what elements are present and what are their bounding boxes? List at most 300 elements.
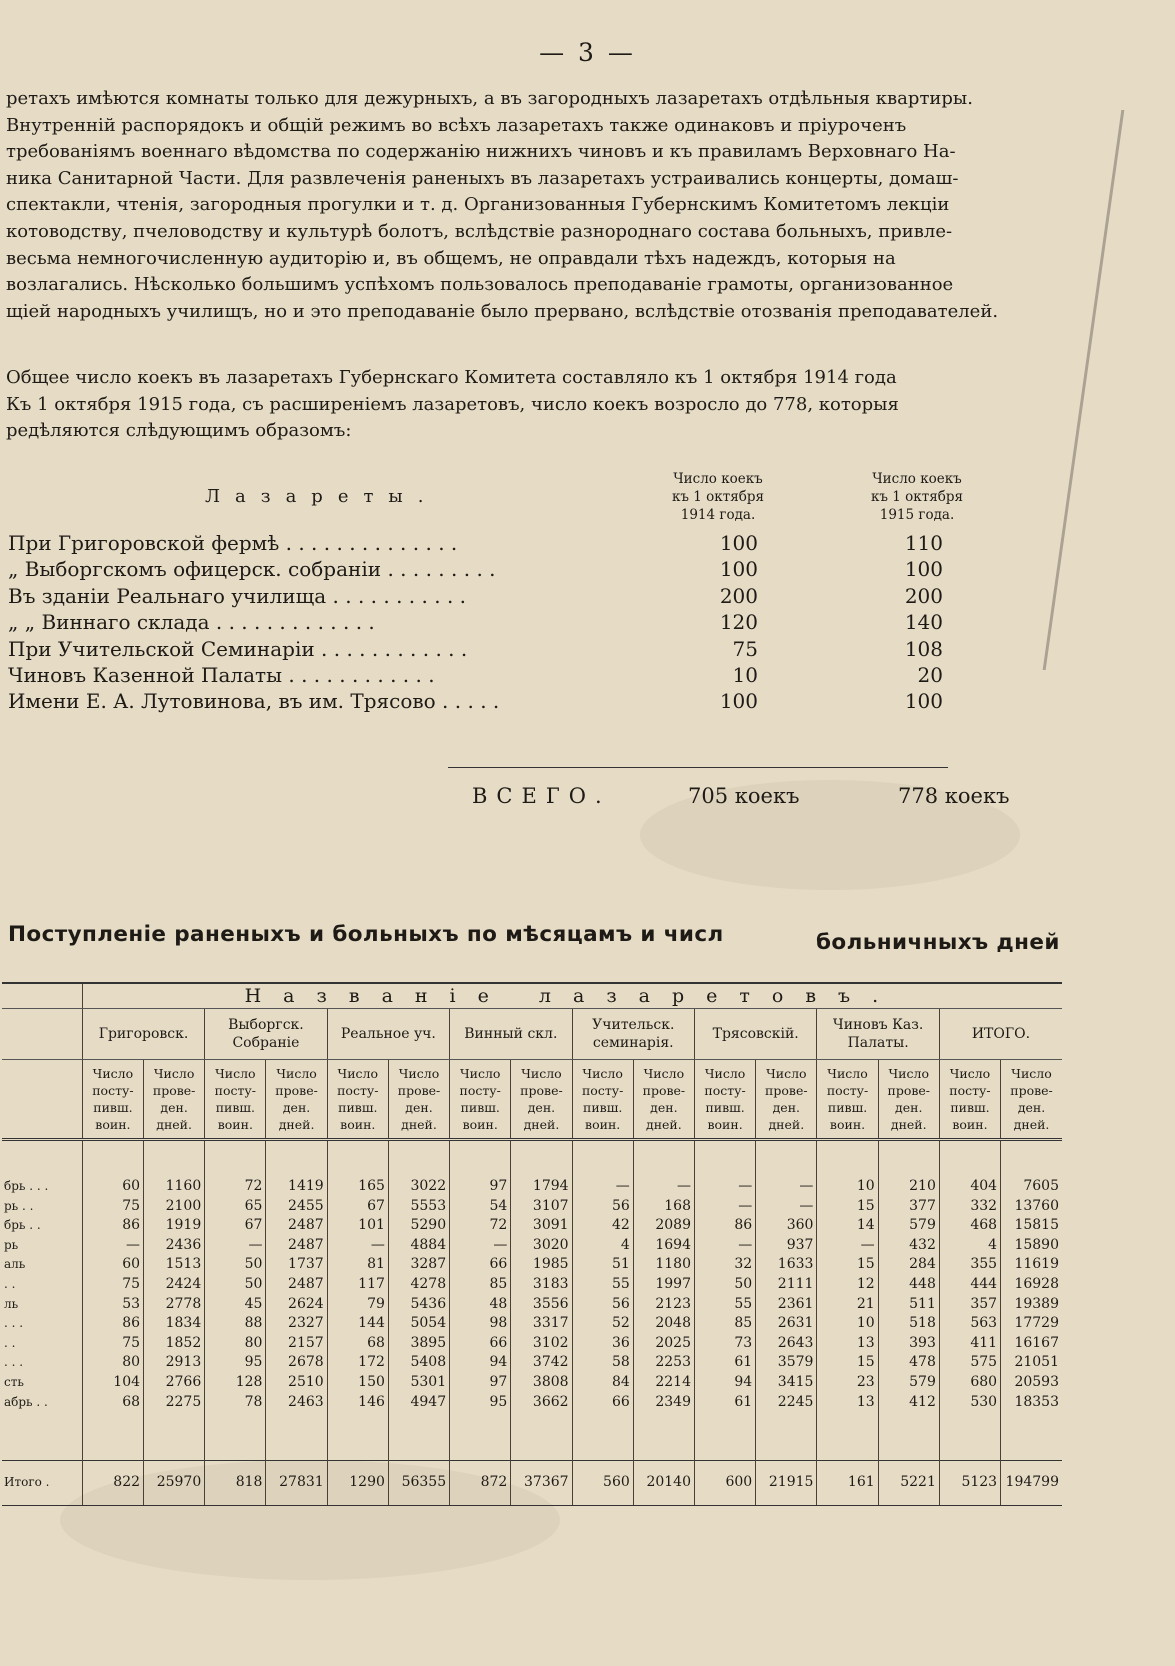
table-cell: 2766: [144, 1373, 205, 1393]
total-cell: 5123: [939, 1461, 1000, 1506]
beds-total-1914: 705 коекъ: [688, 784, 800, 808]
table-cell: 3020: [511, 1236, 572, 1256]
table-cell: 2913: [144, 1353, 205, 1373]
month-label: аль: [4, 1257, 26, 1272]
table-cell: 94: [694, 1373, 755, 1393]
table-cell: 284: [878, 1255, 939, 1275]
table-cell: 5436: [388, 1295, 449, 1315]
total-cell: 21915: [756, 1461, 817, 1506]
month-label: брь . . .: [4, 1179, 49, 1193]
table-cell: 2463: [266, 1393, 327, 1413]
table-cell: 2361: [756, 1295, 817, 1315]
table-cell: 7605: [1001, 1177, 1062, 1197]
table-cell: 94: [450, 1353, 511, 1373]
admitted-header: Число посту- пивш. воин.: [939, 1060, 1000, 1140]
table-cell: 79: [327, 1295, 388, 1315]
paragraph-bed-count: [6, 365, 1058, 445]
month-label: . . .: [4, 1355, 24, 1370]
table-cell: 2631: [756, 1314, 817, 1334]
infirmary-name: При Григоровской фермѣ . . . . . . . . . . . . . .: [8, 531, 458, 555]
infirmary-group-header: ИТОГО.: [939, 1009, 1062, 1060]
table-cell: 16167: [1001, 1334, 1062, 1354]
month-label: . .: [4, 1276, 16, 1291]
table-cell: 86: [82, 1314, 143, 1334]
table-cell: 1419: [266, 1177, 327, 1197]
beds-header-1914: Число коекъ къ 1 октября 1914 года.: [671, 471, 765, 523]
beds-1915: 100: [904, 557, 943, 582]
table-cell: 86: [82, 1216, 143, 1236]
infirmary-group-header: Выборгск. Собраніе: [205, 1009, 327, 1060]
admitted-header: Число посту- пивш. воин.: [450, 1060, 511, 1140]
table-cell: 97: [450, 1373, 511, 1393]
month-label: брь . .: [4, 1218, 41, 1233]
table-cell: 3022: [388, 1177, 449, 1197]
table-cell: 2436: [144, 1236, 205, 1256]
table-cell: 411: [939, 1334, 1000, 1354]
admitted-header: Число посту- пивш. воин.: [572, 1060, 633, 1140]
table-cell: 67: [327, 1197, 388, 1217]
table-cell: 168: [633, 1197, 694, 1217]
table-cell: —: [694, 1236, 755, 1256]
table-cell: 15: [817, 1353, 878, 1373]
table-cell: 17729: [1001, 1314, 1062, 1334]
table-cell: 61: [694, 1393, 755, 1413]
infirmary-name: Чиновъ Казенной Палаты . . . . . . . . . . . .: [8, 663, 435, 687]
text-line: ника Санитарной Части. Для развлеченія раненыхъ въ лазаретахъ устраивались концерты, домаш-: [6, 167, 959, 189]
table-cell: 563: [939, 1314, 1000, 1334]
table-cell: 2048: [633, 1314, 694, 1334]
beds-total-label: ВСЕГО.: [472, 784, 611, 808]
infirmary-name: Въ зданіи Реальнаго училища . . . . . . . . . . .: [8, 583, 467, 608]
total-cell: 872: [450, 1461, 511, 1506]
month-row: [2, 1236, 1062, 1256]
beds-1914: 10: [732, 663, 758, 687]
table-cell: 1997: [633, 1275, 694, 1295]
beds-1915: 110: [904, 531, 943, 555]
bed-row: [8, 610, 1008, 638]
table-cell: 3556: [511, 1295, 572, 1315]
table-cell: 5408: [388, 1353, 449, 1373]
table-cell: 357: [939, 1295, 1000, 1315]
table-cell: 355: [939, 1255, 1000, 1275]
month-row: [2, 1177, 1062, 1197]
table-cell: 468: [939, 1216, 1000, 1236]
table-cell: 5553: [388, 1197, 449, 1217]
table-cell: 3107: [511, 1197, 572, 1217]
table-cell: 88: [205, 1314, 266, 1334]
table-cell: 2025: [633, 1334, 694, 1354]
table-cell: 2678: [266, 1353, 327, 1373]
table-cell: 1794: [511, 1177, 572, 1197]
table-cell: 2275: [144, 1393, 205, 1413]
table-cell: 104: [82, 1373, 143, 1393]
table-cell: 60: [82, 1255, 143, 1275]
days-header: Число прове- ден. дней.: [633, 1060, 694, 1140]
table-cell: 75: [82, 1334, 143, 1354]
table-cell: 2487: [266, 1236, 327, 1256]
text-line: Общее число коекъ въ лазаретахъ Губернскаго Комитета составляло къ 1 октября 1914 года: [6, 367, 897, 388]
text-line: ретахъ имѣются комнаты только для дежурныхъ, а въ загородныхъ лазаретахъ отдѣльныя квартиры.: [6, 88, 973, 109]
table-cell: 3287: [388, 1255, 449, 1275]
table-cell: 3579: [756, 1353, 817, 1373]
total-cell: 822: [82, 1461, 143, 1506]
total-cell: 20140: [633, 1461, 694, 1506]
table-cell: 1513: [144, 1255, 205, 1275]
table-cell: 5290: [388, 1216, 449, 1236]
beds-1914: 200: [719, 583, 758, 608]
table-cell: 36: [572, 1334, 633, 1354]
beds-header-1915: Число коекъ къ 1 октября 1915 года.: [870, 471, 964, 523]
infirmary-name: При Учительской Семинаріи . . . . . . . . . . . .: [8, 636, 468, 661]
table-cell: 42: [572, 1216, 633, 1236]
table-cell: 13: [817, 1334, 878, 1354]
table-cell: 53: [82, 1295, 143, 1315]
month-row: [2, 1314, 1062, 1334]
table-cell: 66: [572, 1393, 633, 1413]
infirmary-group-header: Винный скл.: [450, 1009, 572, 1060]
total-cell: 25970: [144, 1461, 205, 1506]
text-line: Внутренній распорядокъ и общій режимъ во всѣхъ лазаретахъ также одинаковъ и пріуроченъ: [6, 114, 907, 136]
table-cell: 478: [878, 1353, 939, 1373]
table-cell: 80: [82, 1353, 143, 1373]
table-cell: 68: [82, 1393, 143, 1413]
table-cell: 15815: [1001, 1216, 1062, 1236]
total-cell: 600: [694, 1461, 755, 1506]
infirmary-name: „ „ Виннаго склада . . . . . . . . . . . . .: [8, 610, 375, 635]
table-cell: 150: [327, 1373, 388, 1393]
table-cell: 32: [694, 1255, 755, 1275]
table-cell: 95: [205, 1353, 266, 1373]
monthly-admissions-table: [2, 982, 1062, 1506]
bed-row: [8, 557, 1008, 585]
month-row: [2, 1393, 1062, 1413]
table-cell: 85: [694, 1314, 755, 1334]
table-cell: 444: [939, 1275, 1000, 1295]
table-cell: 1180: [633, 1255, 694, 1275]
table-cell: 404: [939, 1177, 1000, 1197]
beds-1915: 140: [904, 610, 943, 635]
table-cell: 579: [878, 1216, 939, 1236]
table-cell: 377: [878, 1197, 939, 1217]
table-cell: —: [633, 1177, 694, 1197]
table-cell: 2089: [633, 1216, 694, 1236]
table-cell: 15890: [1001, 1236, 1062, 1256]
table-cell: 2455: [266, 1197, 327, 1217]
total-cell: 5221: [878, 1461, 939, 1506]
table-cell: 15: [817, 1255, 878, 1275]
table-cell: 1694: [633, 1236, 694, 1256]
table-cell: —: [572, 1177, 633, 1197]
month-row: [2, 1255, 1062, 1275]
table-cell: 2100: [144, 1197, 205, 1217]
table-cell: 4947: [388, 1393, 449, 1413]
month-row: [2, 1275, 1062, 1295]
table-cell: 75: [82, 1275, 143, 1295]
table-cell: 1919: [144, 1216, 205, 1236]
table-cell: 21051: [1001, 1353, 1062, 1373]
days-header: Число прове- ден. дней.: [388, 1060, 449, 1140]
table-cell: 66: [450, 1255, 511, 1275]
table-cell: 68: [327, 1334, 388, 1354]
table-cell: —: [327, 1236, 388, 1256]
table-cell: 72: [450, 1216, 511, 1236]
beds-1914: 100: [719, 689, 758, 714]
infirmary-name: Имени Е. А. Лутовинова, въ им. Трясово . . . . .: [8, 689, 500, 714]
table-cell: 412: [878, 1393, 939, 1413]
table-cell: 937: [756, 1236, 817, 1256]
table-cell: 52: [572, 1314, 633, 1334]
table-cell: 165: [327, 1177, 388, 1197]
table-cell: 85: [450, 1275, 511, 1295]
table-cell: 3091: [511, 1216, 572, 1236]
month-label: . . .: [4, 1316, 24, 1331]
beds-1915: 200: [904, 583, 943, 608]
infirmary-group-header: Трясовскій.: [694, 1009, 816, 1060]
total-cell: 37367: [511, 1461, 572, 1506]
table-cell: 448: [878, 1275, 939, 1295]
admitted-header: Число посту- пивш. воин.: [205, 1060, 266, 1140]
days-header: Число прове- ден. дней.: [878, 1060, 939, 1140]
bed-row: [8, 689, 1008, 717]
table-cell: 128: [205, 1373, 266, 1393]
table-cell: 23: [817, 1373, 878, 1393]
table-cell: —: [756, 1177, 817, 1197]
table-cell: 146: [327, 1393, 388, 1413]
page-number: — 3 —: [539, 38, 636, 67]
table-cell: 172: [327, 1353, 388, 1373]
total-cell: 56355: [388, 1461, 449, 1506]
table-cell: 2253: [633, 1353, 694, 1373]
table-cell: 2510: [266, 1373, 327, 1393]
days-header: Число прове- ден. дней.: [1001, 1060, 1062, 1140]
table-cell: 3415: [756, 1373, 817, 1393]
table-cell: 78: [205, 1393, 266, 1413]
table-cell: 4278: [388, 1275, 449, 1295]
table-cell: 1160: [144, 1177, 205, 1197]
days-header: Число прове- ден. дней.: [266, 1060, 327, 1140]
table-cell: 95: [450, 1393, 511, 1413]
bed-row: [8, 663, 1008, 691]
table-cell: 15: [817, 1197, 878, 1217]
table-cell: 2487: [266, 1216, 327, 1236]
table-cell: 1633: [756, 1255, 817, 1275]
table-cell: 393: [878, 1334, 939, 1354]
table-cell: 19389: [1001, 1295, 1062, 1315]
section-title: Поступленіе раненыхъ и больныхъ по мѣсяцамъ и числ больничныхъ дней: [8, 922, 1060, 955]
table-cell: 4884: [388, 1236, 449, 1256]
table-cell: —: [694, 1177, 755, 1197]
admitted-header: Число посту- пивш. воин.: [327, 1060, 388, 1140]
table-cell: 5054: [388, 1314, 449, 1334]
month-row: [2, 1295, 1062, 1315]
table-cell: 48: [450, 1295, 511, 1315]
table-cell: 16928: [1001, 1275, 1062, 1295]
days-header: Число прове- ден. дней.: [756, 1060, 817, 1140]
handwritten-margin-note: [1043, 110, 1175, 670]
table-cell: 20593: [1001, 1373, 1062, 1393]
text-line: возлагались. Нѣсколько большимъ успѣхомъ пользовалось преподаваніе грамоты, организованное: [6, 274, 954, 296]
table-cell: 14: [817, 1216, 878, 1236]
table-cell: 2349: [633, 1393, 694, 1413]
text-line: весьма немногочисленную аудиторію и, въ общемъ, не оправдали тѣхъ надеждъ, которыя на: [6, 247, 896, 269]
table-cell: 2245: [756, 1393, 817, 1413]
admitted-header: Число посту- пивш. воин.: [694, 1060, 755, 1140]
table-cell: 1852: [144, 1334, 205, 1354]
table-cell: 58: [572, 1353, 633, 1373]
beds-1914: 100: [719, 531, 758, 555]
table-cell: 3895: [388, 1334, 449, 1354]
table-cell: 2424: [144, 1275, 205, 1295]
table-cell: 51: [572, 1255, 633, 1275]
table-cell: —: [694, 1197, 755, 1217]
table-cell: 117: [327, 1275, 388, 1295]
table-cell: 56: [572, 1295, 633, 1315]
month-row: [2, 1216, 1062, 1236]
text-line: котоводству, пчеловодству и культурѣ болотъ, вслѣдствіе разнороднаго состава больныхъ, привле-: [6, 220, 953, 242]
table-cell: 2643: [756, 1334, 817, 1354]
table-cell: 81: [327, 1255, 388, 1275]
table-cell: 2778: [144, 1295, 205, 1315]
table-cell: 2487: [266, 1275, 327, 1295]
table-cell: 97: [450, 1177, 511, 1197]
infirmary-group-header: Реальное уч.: [327, 1009, 449, 1060]
totals-row: [2, 1461, 1062, 1506]
table-cell: —: [817, 1236, 878, 1256]
table-cell: 13: [817, 1393, 878, 1413]
table-cell: 360: [756, 1216, 817, 1236]
table-cell: 10: [817, 1314, 878, 1334]
text-line: Къ 1 октября 1915 года, съ расширеніемъ лазаретовъ, число коекъ возросло до 778, которыя: [6, 393, 899, 415]
table-cell: 3808: [511, 1373, 572, 1393]
table-cell: 680: [939, 1373, 1000, 1393]
beds-total-rule: [448, 767, 948, 768]
table-cell: 3183: [511, 1275, 572, 1295]
table-cell: 61: [694, 1353, 755, 1373]
days-header: Число прове- ден. дней.: [144, 1060, 205, 1140]
table-cell: 75: [82, 1197, 143, 1217]
table-cell: 2111: [756, 1275, 817, 1295]
text-line: спектакли, чтенія, загородныя прогулки и т. д. Организованныя Губернскимъ Комитетомъ лекціи: [6, 194, 950, 216]
beds-1915: 20: [917, 663, 943, 687]
table-cell: 101: [327, 1216, 388, 1236]
table-cell: 3317: [511, 1314, 572, 1334]
table-cell: 210: [878, 1177, 939, 1197]
beds-1914: 100: [719, 557, 758, 582]
text-line: щіей народныхъ училищъ, но и это преподаваніе было прервано, вслѣдствіе отозванія преподавателей.: [6, 300, 999, 322]
table-cell: 73: [694, 1334, 755, 1354]
table-cell: 66: [450, 1334, 511, 1354]
table-cell: 1834: [144, 1314, 205, 1334]
month-row: [2, 1334, 1062, 1354]
total-cell: 818: [205, 1461, 266, 1506]
beds-1915: 108: [904, 636, 943, 661]
table-cell: 86: [694, 1216, 755, 1236]
total-cell: 27831: [266, 1461, 327, 1506]
table-cell: 10: [817, 1177, 878, 1197]
beds-total-1915: 778 коекъ: [898, 784, 1010, 808]
month-label: сть: [4, 1374, 24, 1389]
table-cell: 98: [450, 1314, 511, 1334]
table-cell: 54: [450, 1197, 511, 1217]
table-cell: 2157: [266, 1334, 327, 1354]
infirmary-group-header: Григоровск.: [82, 1009, 204, 1060]
month-label: рь . .: [4, 1198, 34, 1213]
table-cell: 4: [939, 1236, 1000, 1256]
table-cell: 518: [878, 1314, 939, 1334]
month-label: рь: [4, 1237, 19, 1252]
total-cell: 560: [572, 1461, 633, 1506]
table-cell: 72: [205, 1177, 266, 1197]
table-cell: 67: [205, 1216, 266, 1236]
table-cell: 56: [572, 1197, 633, 1217]
table-cell: 65: [205, 1197, 266, 1217]
total-cell: 1290: [327, 1461, 388, 1506]
table-cell: 3662: [511, 1393, 572, 1413]
infirmary-name: „ Выборгскомъ офицерск. собраніи . . . . . . . . .: [8, 557, 496, 582]
table-cell: 12: [817, 1275, 878, 1295]
admitted-header: Число посту- пивш. воин.: [817, 1060, 878, 1140]
table-cell: 2214: [633, 1373, 694, 1393]
table-cell: 80: [205, 1334, 266, 1354]
table-cell: 5301: [388, 1373, 449, 1393]
table-cell: 2123: [633, 1295, 694, 1315]
days-header: Число прове- ден. дней.: [511, 1060, 572, 1140]
table-cell: 50: [694, 1275, 755, 1295]
beds-1915: 100: [904, 689, 943, 714]
table-cell: 332: [939, 1197, 1000, 1217]
table-cell: —: [82, 1236, 143, 1256]
beds-header-label: Лазареты.: [205, 486, 439, 507]
table-cell: 144: [327, 1314, 388, 1334]
infirmary-group-header: Чиновъ Каз. Палаты.: [817, 1009, 939, 1060]
table-cell: 3742: [511, 1353, 572, 1373]
bed-row: [8, 531, 1008, 559]
month-label: абрь . .: [4, 1394, 48, 1409]
table-cell: 13760: [1001, 1197, 1062, 1217]
table-cell: 84: [572, 1373, 633, 1393]
text-line: требованіямъ военнаго вѣдомства по содержанію нижнихъ чиновъ и къ правиламъ Верховнаго На-: [6, 141, 956, 163]
table-cell: 1985: [511, 1255, 572, 1275]
paragraph-infirmary-regime: [6, 86, 1058, 325]
total-cell: 194799: [1001, 1461, 1062, 1506]
table-cell: 18353: [1001, 1393, 1062, 1413]
table-cell: 11619: [1001, 1255, 1062, 1275]
table-cell: 50: [205, 1255, 266, 1275]
table-cell: 579: [878, 1373, 939, 1393]
month-row: [2, 1353, 1062, 1373]
table-cell: 511: [878, 1295, 939, 1315]
table-cell: 1737: [266, 1255, 327, 1275]
table-cell: 2624: [266, 1295, 327, 1315]
table-cell: 2327: [266, 1314, 327, 1334]
table-cell: 55: [694, 1295, 755, 1315]
table-cell: 60: [82, 1177, 143, 1197]
bed-row: [8, 637, 1008, 665]
table-cell: 45: [205, 1295, 266, 1315]
bed-row: [8, 584, 1008, 612]
infirmary-group-header: Учительск. семинарія.: [572, 1009, 694, 1060]
table-cell: 50: [205, 1275, 266, 1295]
table-cell: 530: [939, 1393, 1000, 1413]
table-cell: —: [756, 1197, 817, 1217]
table-cell: 575: [939, 1353, 1000, 1373]
table-cell: 21: [817, 1295, 878, 1315]
admitted-header: Число посту- пивш. воин.: [82, 1060, 143, 1140]
totals-label: Итого .: [2, 1461, 82, 1506]
table-cell: 55: [572, 1275, 633, 1295]
beds-1914: 120: [719, 610, 758, 635]
table-cell: 4: [572, 1236, 633, 1256]
